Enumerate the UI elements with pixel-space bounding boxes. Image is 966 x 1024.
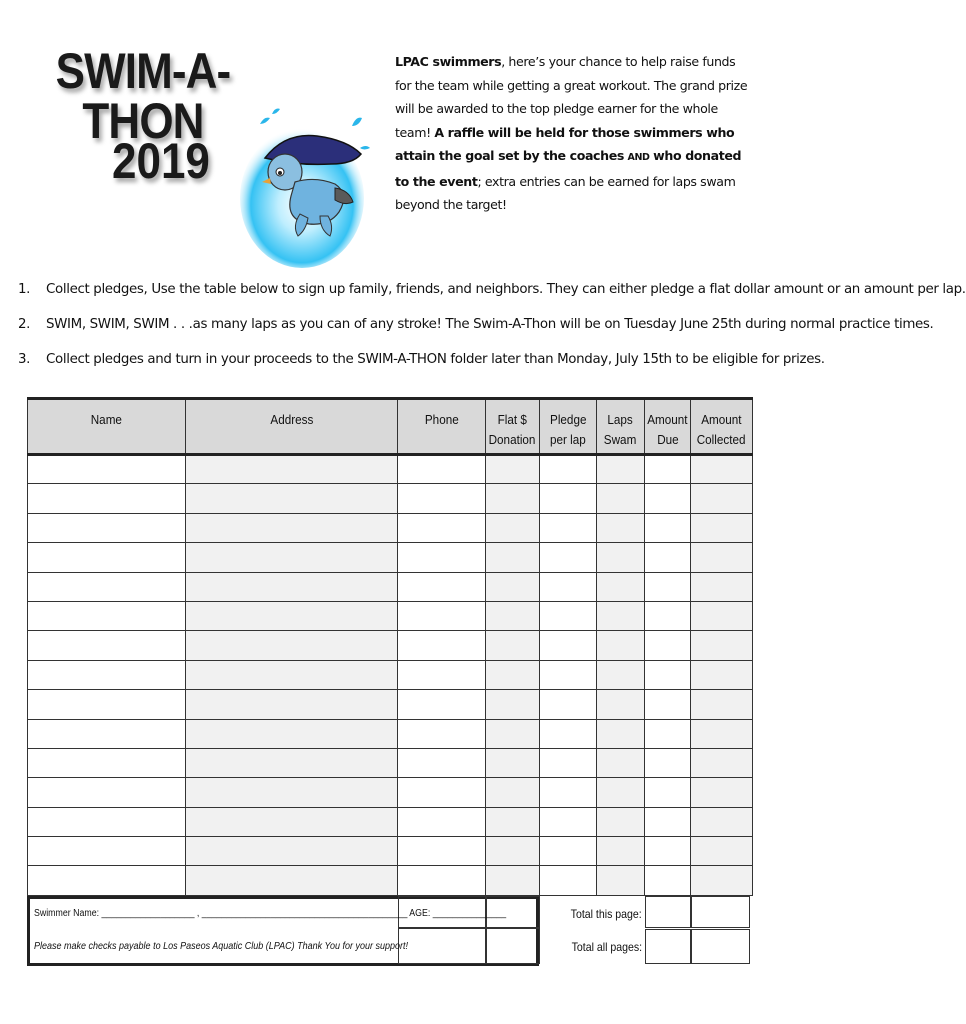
table-row (28, 543, 753, 572)
phone-cell[interactable] (398, 866, 486, 895)
flat-donation-cell[interactable] (486, 837, 540, 866)
total-all-pages-due-field[interactable] (645, 929, 691, 964)
amount-collected-cell[interactable] (691, 778, 753, 807)
amount-due-cell[interactable] (645, 631, 691, 660)
amount-collected-cell[interactable] (691, 601, 753, 630)
amount-due-cell[interactable] (645, 601, 691, 630)
amount-due-cell[interactable] (645, 543, 691, 572)
pledge-per-lap-cell[interactable] (540, 807, 597, 836)
name-cell[interactable] (28, 543, 186, 572)
amount-collected-cell[interactable] (691, 484, 753, 513)
amount-due-cell[interactable] (645, 455, 691, 484)
footer-cell (398, 928, 486, 964)
amount-due-cell[interactable] (645, 748, 691, 777)
address-cell[interactable] (186, 601, 398, 630)
table-row (28, 484, 753, 513)
address-cell[interactable] (186, 631, 398, 660)
table-row (28, 631, 753, 660)
address-cell[interactable] (186, 484, 398, 513)
phone-cell[interactable] (398, 484, 486, 513)
pledge-per-lap-cell[interactable] (540, 837, 597, 866)
instruction-text: SWIM, SWIM, SWIM . . .as many laps as you can of any stroke! The Swim-A-Thon will be on Tuesday June 25th during normal practice times. (46, 317, 934, 332)
table-row (28, 660, 753, 689)
flat-donation-cell[interactable] (486, 513, 540, 542)
phone-cell[interactable] (398, 513, 486, 542)
table-row (28, 778, 753, 807)
pledge-per-lap-cell[interactable] (540, 601, 597, 630)
amount-due-cell[interactable] (645, 866, 691, 895)
amount-collected-cell[interactable] (691, 455, 753, 484)
phone-cell[interactable] (398, 778, 486, 807)
flat-donation-cell[interactable] (486, 455, 540, 484)
address-cell[interactable] (186, 837, 398, 866)
phone-cell[interactable] (398, 455, 486, 484)
flat-donation-cell[interactable] (486, 748, 540, 777)
swimmer-name-field[interactable]: Swimmer Name: ___________________ , __________________________________________ AGE: _______________ (34, 908, 507, 919)
name-cell[interactable] (28, 631, 186, 660)
name-cell[interactable] (28, 807, 186, 836)
instruction-number: 3. (18, 352, 31, 367)
footer-cell (486, 928, 540, 964)
column-header-flat-donation: Flat $ Donation (486, 399, 540, 455)
pledge-per-lap-cell[interactable] (540, 484, 597, 513)
intro-tail: ; extra entries can be earned for laps swam beyond the target! (395, 173, 736, 212)
laps-swam-cell[interactable] (597, 719, 645, 748)
amount-collected-cell[interactable] (691, 631, 753, 660)
flat-donation-cell[interactable] (486, 719, 540, 748)
instruction-text: Collect pledges, Use the table below to sign up family, friends, and neighbors. They can either pledge a flat dollar amount or an amount per lap. (46, 282, 966, 297)
total-all-pages-label: Total all pages: (571, 940, 642, 954)
table-row (28, 455, 753, 484)
table-row (28, 719, 753, 748)
laps-swam-cell[interactable] (597, 631, 645, 660)
phone-cell[interactable] (398, 837, 486, 866)
name-cell[interactable] (28, 778, 186, 807)
flat-donation-cell[interactable] (486, 572, 540, 601)
table-row (28, 837, 753, 866)
name-cell[interactable] (28, 866, 186, 895)
name-cell[interactable] (28, 690, 186, 719)
instruction-number: 2. (18, 317, 31, 332)
flat-donation-cell[interactable] (486, 778, 540, 807)
table-row (28, 601, 753, 630)
flat-donation-cell[interactable] (486, 690, 540, 719)
table-row (28, 748, 753, 777)
table-row (28, 690, 753, 719)
amount-collected-cell[interactable] (691, 719, 753, 748)
intro-raffle-1: A raffle will be held for those swimmers who attain the goal set by the coaches (395, 124, 735, 163)
intro-raffle-2: who donated to the event (395, 148, 742, 189)
intro-lead: LPAC swimmers (395, 54, 502, 69)
phone-cell[interactable] (398, 660, 486, 689)
total-this-page-due-field[interactable] (645, 896, 691, 928)
name-cell[interactable] (28, 513, 186, 542)
amount-collected-cell[interactable] (691, 866, 753, 895)
address-cell[interactable] (186, 660, 398, 689)
phone-cell[interactable] (398, 543, 486, 572)
phone-cell[interactable] (398, 601, 486, 630)
phone-cell[interactable] (398, 748, 486, 777)
amount-due-cell[interactable] (645, 690, 691, 719)
laps-swam-cell[interactable] (597, 807, 645, 836)
amount-due-cell[interactable] (645, 719, 691, 748)
event-year: 2019 (112, 133, 210, 189)
name-cell[interactable] (28, 748, 186, 777)
flat-donation-cell[interactable] (486, 631, 540, 660)
amount-due-cell[interactable] (645, 837, 691, 866)
flat-donation-cell[interactable] (486, 543, 540, 572)
checks-payable-note: Please make checks payable to Los Paseos Aquatic Club (LPAC) Thank You for your support! (34, 941, 409, 952)
laps-swam-cell[interactable] (597, 513, 645, 542)
name-cell[interactable] (28, 601, 186, 630)
laps-swam-cell[interactable] (597, 748, 645, 777)
address-cell[interactable] (186, 455, 398, 484)
amount-collected-cell[interactable] (691, 837, 753, 866)
address-cell[interactable] (186, 513, 398, 542)
column-header-amount-collected: Amount Collected (691, 399, 753, 455)
pledge-table-body (28, 455, 753, 896)
amount-collected-cell[interactable] (691, 572, 753, 601)
pledge-per-lap-cell[interactable] (540, 631, 597, 660)
amount-due-cell[interactable] (645, 807, 691, 836)
pledge-table (27, 397, 753, 896)
phone-cell[interactable] (398, 719, 486, 748)
amount-collected-cell[interactable] (691, 690, 753, 719)
instruction-number: 1. (18, 282, 31, 297)
laps-swam-cell[interactable] (597, 778, 645, 807)
swimming-bird-icon (240, 106, 380, 268)
pledge-per-lap-cell[interactable] (540, 455, 597, 484)
pledge-per-lap-cell[interactable] (540, 719, 597, 748)
instruction-text: Collect pledges and turn in your proceeds to the SWIM-A-THON folder later than Monday, July 15th to be eligible for prizes. (46, 352, 825, 367)
address-cell[interactable] (186, 807, 398, 836)
total-all-pages-collected-field[interactable] (691, 929, 750, 964)
flat-donation-cell[interactable] (486, 807, 540, 836)
amount-due-cell[interactable] (645, 513, 691, 542)
laps-swam-cell[interactable] (597, 455, 645, 484)
amount-collected-cell[interactable] (691, 543, 753, 572)
amount-due-cell[interactable] (645, 484, 691, 513)
phone-cell[interactable] (398, 690, 486, 719)
page-title: SWIM-A-THON (55, 43, 231, 149)
laps-swam-cell[interactable] (597, 866, 645, 895)
table-row (28, 513, 753, 542)
laps-swam-cell[interactable] (597, 484, 645, 513)
laps-swam-cell[interactable] (597, 837, 645, 866)
amount-due-cell[interactable] (645, 778, 691, 807)
intro-paragraph (395, 50, 750, 217)
table-header-row (28, 399, 753, 455)
table-row (28, 807, 753, 836)
amount-collected-cell[interactable] (691, 660, 753, 689)
name-cell[interactable] (28, 660, 186, 689)
total-this-page-label: Total this page: (570, 907, 642, 921)
flat-donation-cell[interactable] (486, 484, 540, 513)
address-cell[interactable] (186, 543, 398, 572)
intro-lead-rest: , here’s your chance to help raise funds for the team while getting a great workout. The grand prize will be awarded to the top pledge earner for the whole team! (395, 54, 748, 140)
column-header-amount-due: Amount Due (645, 399, 691, 455)
pledge-per-lap-cell[interactable] (540, 543, 597, 572)
pledge-per-lap-cell[interactable] (540, 690, 597, 719)
amount-collected-cell[interactable] (691, 807, 753, 836)
pledge-per-lap-cell[interactable] (540, 572, 597, 601)
address-cell[interactable] (186, 866, 398, 895)
phone-cell[interactable] (398, 631, 486, 660)
laps-swam-cell[interactable] (597, 601, 645, 630)
address-cell[interactable] (186, 690, 398, 719)
amount-due-cell[interactable] (645, 660, 691, 689)
flat-donation-cell[interactable] (486, 866, 540, 895)
flat-donation-cell[interactable] (486, 660, 540, 689)
column-header-laps-swam: Laps Swam (597, 399, 645, 455)
address-cell[interactable] (186, 572, 398, 601)
column-header-pledge-per-lap: Pledge per lap (540, 399, 597, 455)
address-cell[interactable] (186, 778, 398, 807)
name-cell[interactable] (28, 484, 186, 513)
name-cell[interactable] (28, 455, 186, 484)
laps-swam-cell[interactable] (597, 572, 645, 601)
laps-swam-cell[interactable] (597, 690, 645, 719)
intro-raffle-and: AND (627, 152, 650, 163)
address-cell[interactable] (186, 748, 398, 777)
laps-swam-cell[interactable] (597, 543, 645, 572)
address-cell[interactable] (186, 719, 398, 748)
name-cell[interactable] (28, 837, 186, 866)
laps-swam-cell[interactable] (597, 660, 645, 689)
flat-donation-cell[interactable] (486, 601, 540, 630)
pledge-per-lap-cell[interactable] (540, 513, 597, 542)
pledge-per-lap-cell[interactable] (540, 778, 597, 807)
column-header-name: Name (28, 399, 186, 455)
table-row (28, 866, 753, 895)
pledge-per-lap-cell[interactable] (540, 866, 597, 895)
phone-cell[interactable] (398, 572, 486, 601)
pledge-per-lap-cell[interactable] (540, 660, 597, 689)
pledge-per-lap-cell[interactable] (540, 748, 597, 777)
amount-collected-cell[interactable] (691, 748, 753, 777)
phone-cell[interactable] (398, 807, 486, 836)
column-header-address: Address (186, 399, 398, 455)
total-this-page-collected-field[interactable] (691, 896, 750, 928)
amount-due-cell[interactable] (645, 572, 691, 601)
name-cell[interactable] (28, 572, 186, 601)
table-row (28, 572, 753, 601)
amount-collected-cell[interactable] (691, 513, 753, 542)
name-cell[interactable] (28, 719, 186, 748)
column-header-phone: Phone (398, 399, 486, 455)
